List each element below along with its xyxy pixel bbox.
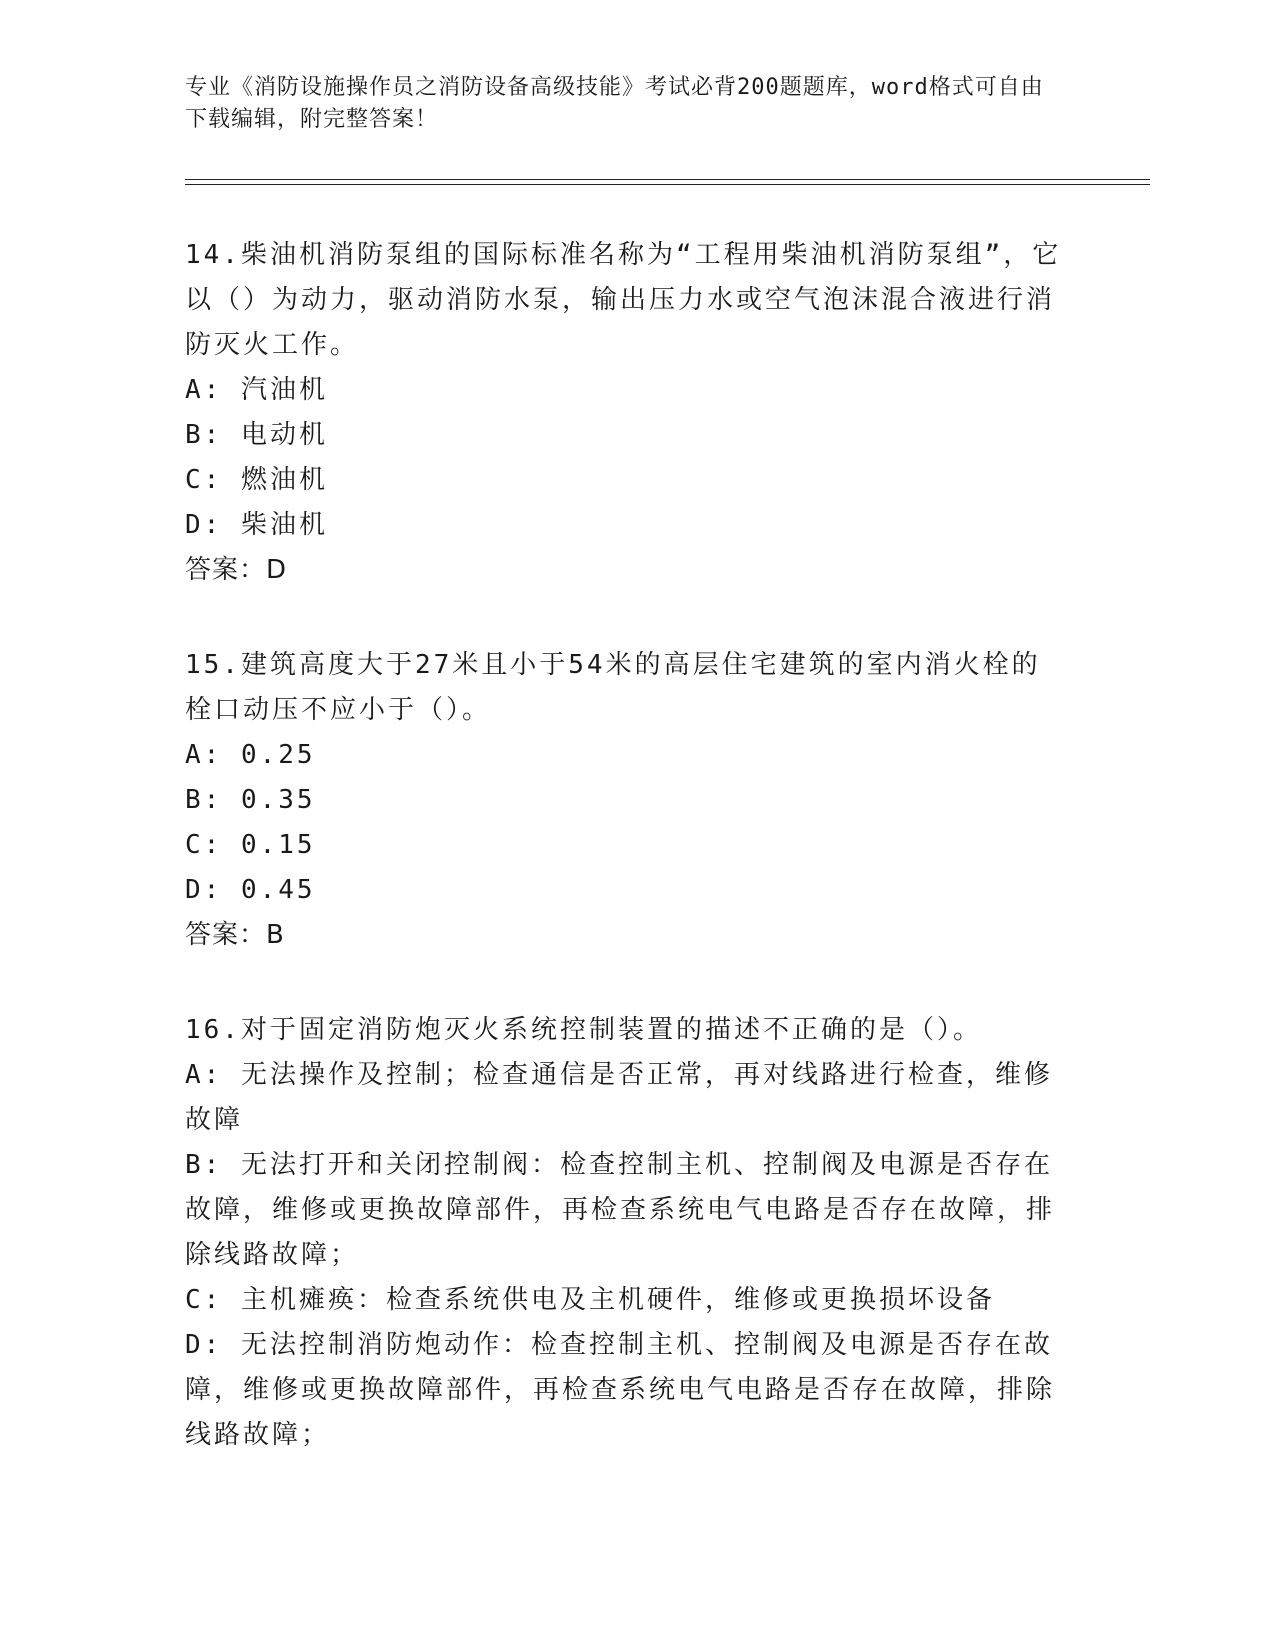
option-text: 燃油机 — [240, 465, 328, 495]
option-d — [185, 503, 1065, 548]
option-text: 主机瘫痪：检查系统供电及主机硬件，维修或更换损坏设备 — [240, 1285, 995, 1315]
option-text: 汽油机 — [240, 375, 328, 405]
document-header: 专业《消防设施操作员之消防设备高级技能》考试必背200题题库，word格式可自由下载编辑，附完整答案！ — [185, 75, 1044, 132]
option-b — [185, 778, 1065, 823]
option-key: D: — [185, 510, 223, 540]
option-c — [185, 458, 1065, 503]
option-text: 0.35 — [240, 785, 316, 815]
option-key: A: — [185, 1060, 223, 1090]
question-stem: 14.柴油机消防泵组的国际标准名称为“工程用柴油机消防泵组”，它以（）为动力，驱动消防水泵，输出压力水或空气泡沫混合液进行消防灭火工作。 — [185, 240, 1062, 360]
option-key: C: — [185, 830, 223, 860]
option-b — [185, 413, 1065, 458]
option-text: 0.45 — [240, 875, 316, 905]
option-text: 0.25 — [240, 740, 316, 770]
question-stem: 15.建筑高度大于27米且小于54米的高层住宅建筑的室内消火栓的栓口动压不应小于（）。 — [185, 650, 1041, 725]
option-a — [185, 368, 1065, 413]
question-15 — [185, 643, 1065, 958]
header-divider-top — [185, 179, 1150, 180]
option-a — [185, 733, 1065, 778]
option-c — [185, 823, 1065, 868]
header-divider-bottom — [185, 184, 1150, 185]
option-c — [185, 1278, 1065, 1323]
option-text: 0.15 — [240, 830, 316, 860]
option-key: B: — [185, 785, 223, 815]
option-key: B: — [185, 1150, 223, 1180]
option-d — [185, 868, 1065, 913]
option-b — [185, 1143, 1065, 1278]
option-d — [185, 1323, 1065, 1458]
option-key: D: — [185, 1330, 223, 1360]
option-key: A: — [185, 740, 223, 770]
option-text: 电动机 — [240, 420, 328, 450]
question-14 — [185, 233, 1065, 593]
question-stem: 16.对于固定消防炮灭火系统控制装置的描述不正确的是（）。 — [185, 1015, 982, 1045]
option-key: C: — [185, 1285, 223, 1315]
option-key: B: — [185, 420, 223, 450]
option-key: D: — [185, 875, 223, 905]
option-text: 无法打开和关闭控制阀：检查控制主机、控制阀及电源是否存在故障，维修或更换故障部件，再检查系统电气电路是否存在故障，排除线路故障； — [185, 1150, 1056, 1270]
option-key: A: — [185, 375, 223, 405]
question-16 — [185, 1008, 1065, 1458]
answer-label: 答案：D — [185, 555, 288, 585]
option-key: C: — [185, 465, 223, 495]
option-text: 无法控制消防炮动作：检查控制主机、控制阀及电源是否存在故障，维修或更换故障部件，再检查系统电气电路是否存在故障，排除线路故障； — [185, 1330, 1056, 1450]
answer-label: 答案：B — [185, 920, 285, 950]
option-text: 无法操作及控制；检查通信是否正常，再对线路进行检查，维修故障 — [185, 1060, 1053, 1135]
option-text: 柴油机 — [240, 510, 328, 540]
option-a — [185, 1053, 1065, 1143]
